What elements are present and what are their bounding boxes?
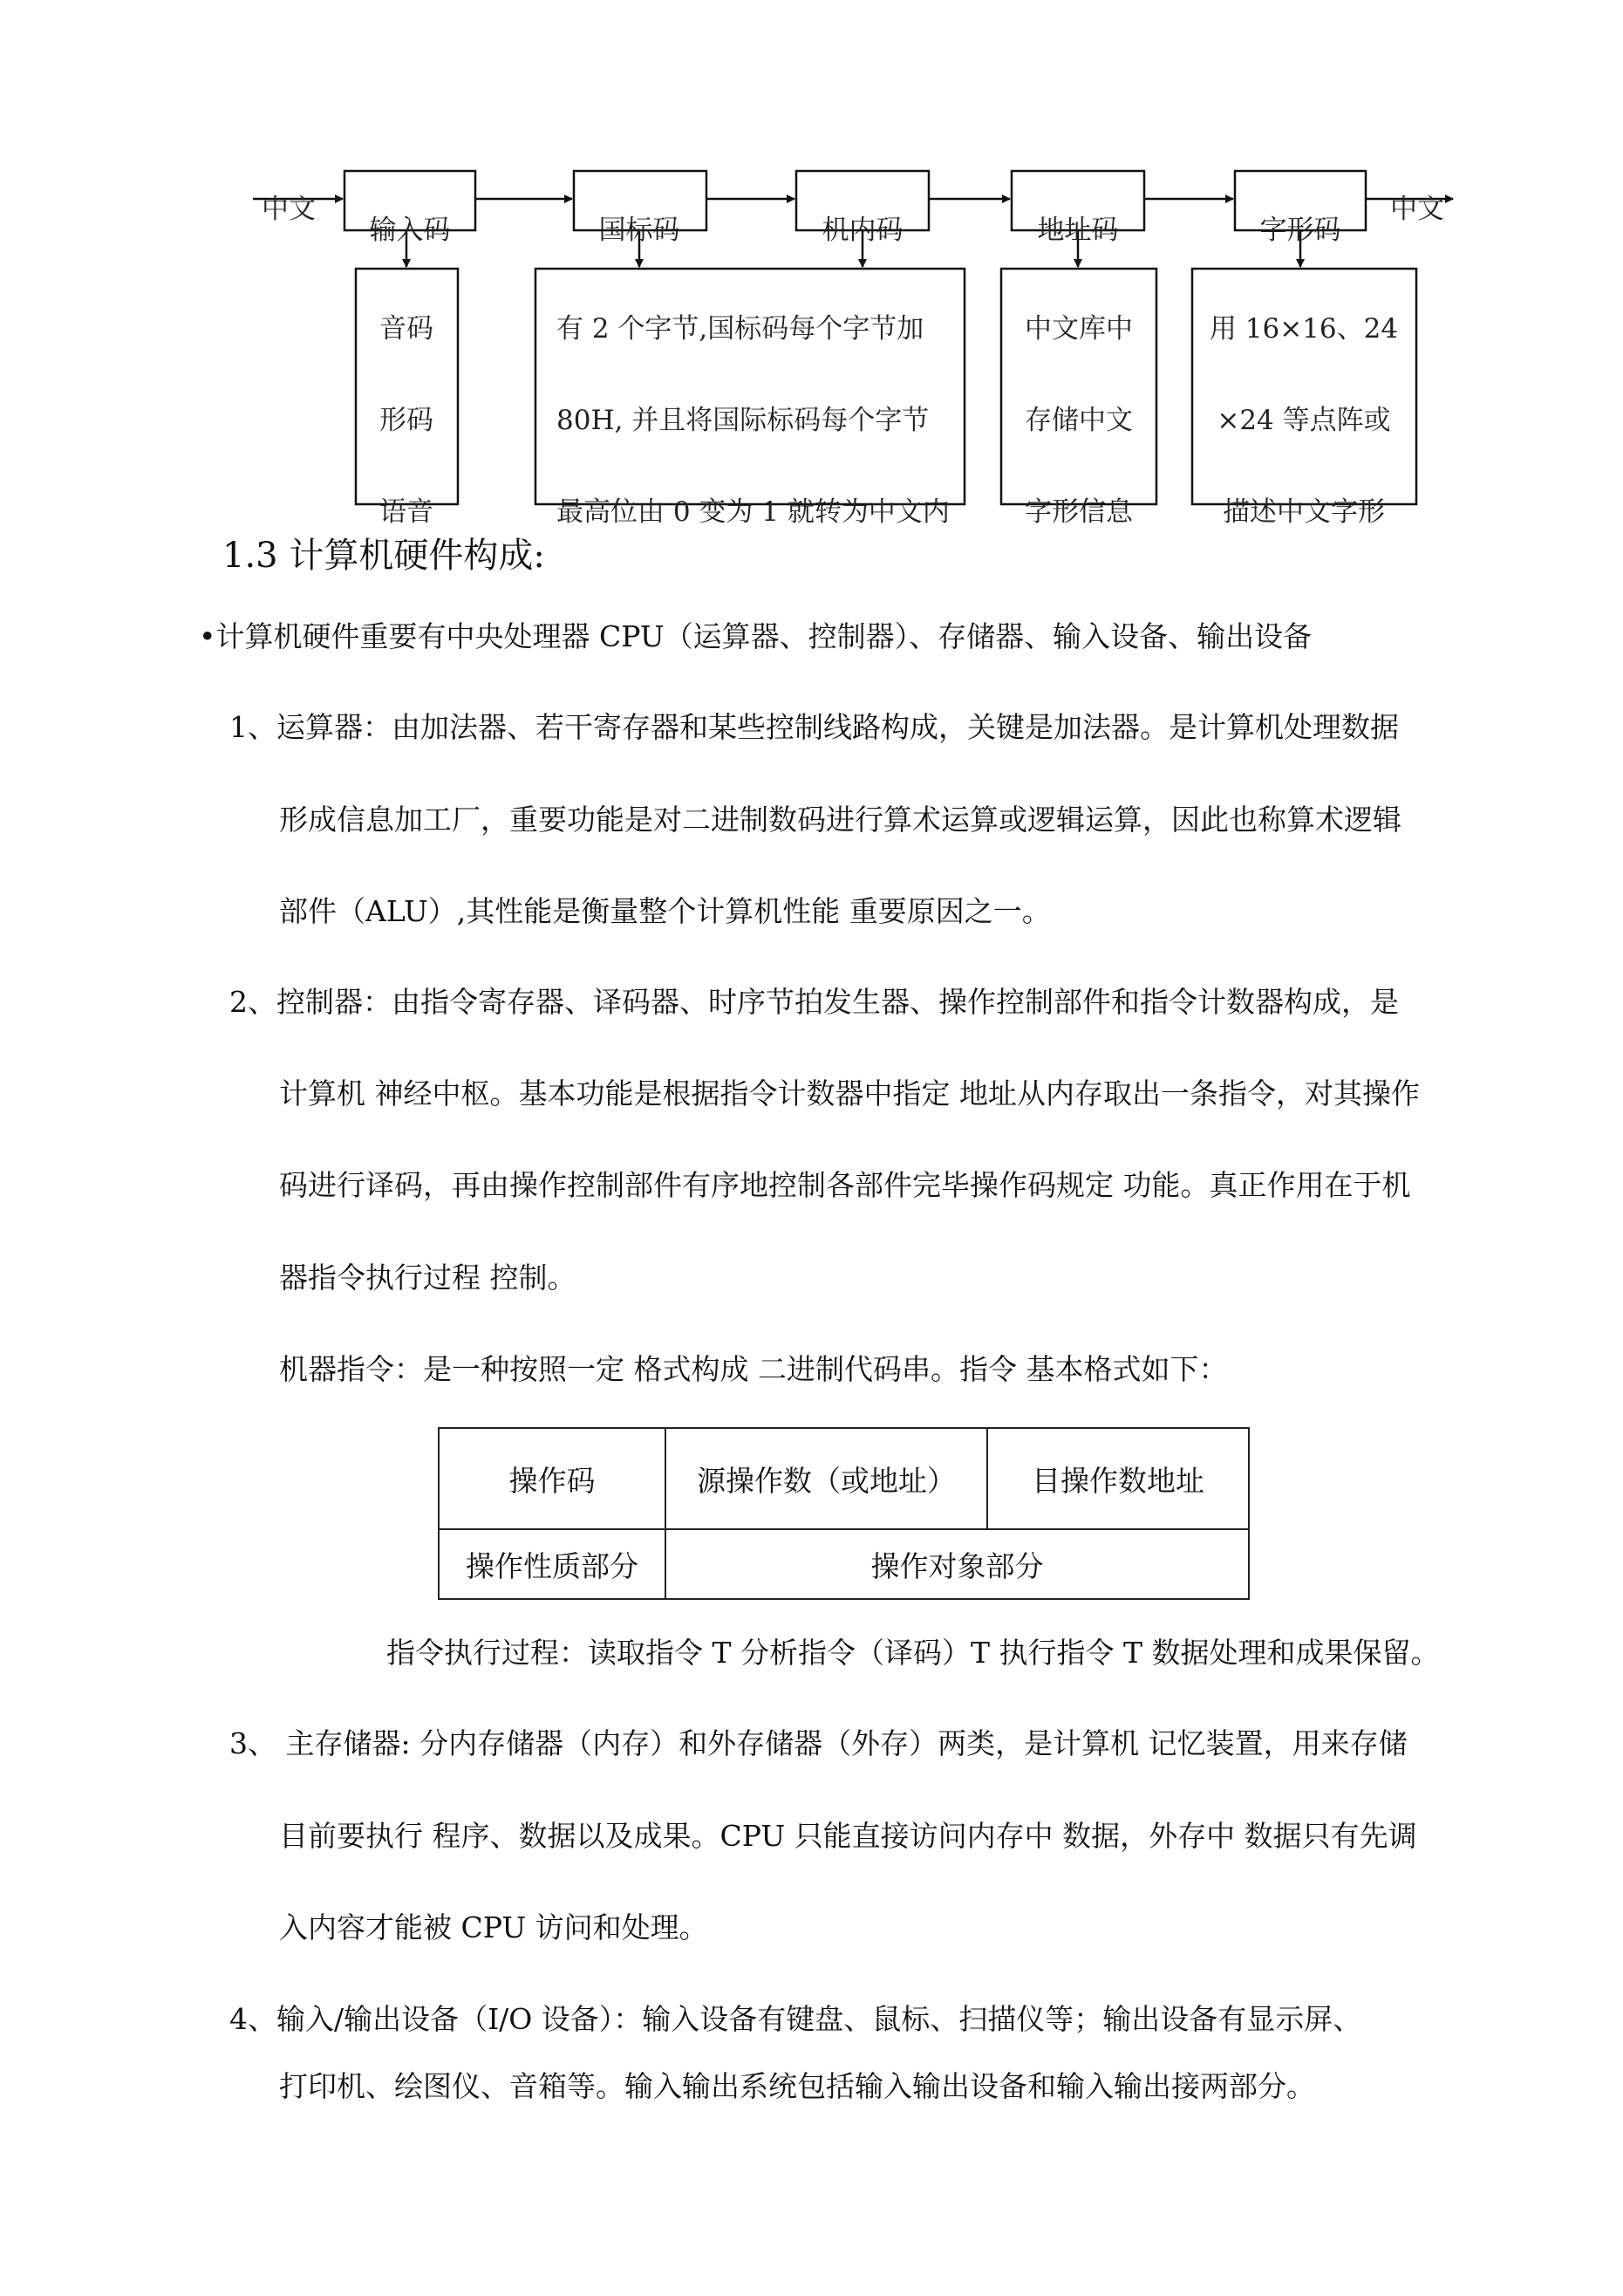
table-cell-operand-part: 操作对象部分 bbox=[665, 1529, 1249, 1599]
mem-line-3: 入内容才能被 CPU 访问和处理。 bbox=[279, 1910, 708, 1944]
detail-text-0-1: 形码 bbox=[379, 405, 433, 436]
alu-line-1: 1、运算器：由加法器、若干寄存器和某些控制线路构成，关键是加法器。是计算机处理数据 bbox=[229, 710, 1399, 744]
io-line-1: 4、输入/输出设备（I/O 设备）：输入设备有键盘、鼠标、扫描仪等；输出设备有显示屏、 bbox=[229, 2002, 1362, 2036]
stage-label-address-code: 地址码 bbox=[1037, 215, 1119, 246]
mem-line-1: 3、 主存储器: 分内存储器（内存）和外存储器（外存）两类，是计算机 记忆装置，用来存储 bbox=[229, 1726, 1408, 1760]
detail-text-1-1: 80H, 并且将国际标码每个字节 bbox=[556, 405, 930, 436]
detail-text-1-0: 有 2 个字节,国标码每个字节加 bbox=[556, 313, 924, 345]
diagram-right-label: 中文 bbox=[1390, 194, 1444, 225]
table-cell-dest-operand: 目操作数地址 bbox=[987, 1428, 1249, 1529]
diagram-left-label: 中文 bbox=[262, 194, 316, 225]
detail-text-2-0: 中文库中 bbox=[1025, 313, 1133, 345]
detail-text-0-2: 语音 bbox=[379, 496, 433, 528]
exec-process-line: 指令执行过程：读取指令 T 分析指令（译码）T 执行指令 T 数据处理和成果保留。 bbox=[386, 1636, 1440, 1670]
section-title: 1.3 计算机硬件构成: bbox=[222, 536, 545, 576]
detail-text-0-0: 音码 bbox=[379, 313, 433, 345]
encoding-flow-diagram bbox=[0, 0, 1623, 558]
ctrl-line-3: 码进行译码，再由操作控制部件有序地控制各部件完毕操作码规定 功能。真正作用在于机 bbox=[279, 1168, 1411, 1202]
table-cell-source-operand: 源操作数（或地址） bbox=[665, 1428, 987, 1529]
instruction-format-table bbox=[438, 1427, 1250, 1600]
ctrl-line-2: 计算机 神经中枢。基本功能是根据指令计数器中指定 地址从内存取出一条指令，对其操作 bbox=[279, 1076, 1420, 1110]
alu-line-2: 形成信息加工厂，重要功能是对二进制数码进行算术运算或逻辑运算，因此也称算术逻辑 bbox=[279, 803, 1401, 837]
stage-label-input-code: 输入码 bbox=[369, 215, 451, 246]
ctrl-line-1: 2、控制器：由指令寄存器、译码器、时序节拍发生器、操作控制部件和指令计数器构成，是 bbox=[229, 985, 1399, 1019]
detail-box-input-code bbox=[356, 269, 458, 504]
stage-label-gb-code: 国标码 bbox=[598, 215, 680, 246]
detail-text-3-1: ×24 等点阵或 bbox=[1217, 405, 1391, 436]
stage-label-glyph-code: 字形码 bbox=[1259, 215, 1341, 246]
detail-box-gb-code bbox=[535, 269, 965, 504]
table-cell-operation-part: 操作性质部分 bbox=[439, 1529, 665, 1599]
detail-text-1-2: 最高位由 0 变为 1 就转为中文内 bbox=[556, 496, 950, 528]
detail-text-3-2: 描述中文字形 bbox=[1223, 496, 1385, 528]
table-cell-opcode: 操作码 bbox=[439, 1428, 665, 1529]
detail-box-address-code bbox=[1001, 269, 1156, 504]
machine-instr-line: 机器指令：是一种按照一定 格式构成 二进制代码串。指令 基本格式如下： bbox=[279, 1352, 1228, 1386]
detail-text-2-1: 存储中文 bbox=[1025, 405, 1133, 436]
detail-box-glyph-code bbox=[1192, 269, 1416, 504]
stage-label-internal-code: 机内码 bbox=[822, 215, 904, 246]
intro-line: •计算机硬件重要有中央处理器 CPU（运算器、控制器）、存储器、输入设备、输出设备 bbox=[199, 619, 1313, 653]
ctrl-line-4: 器指令执行过程 控制。 bbox=[279, 1261, 576, 1295]
alu-line-3: 部件（ALU）,其性能是衡量整个计算机性能 重要原因之一。 bbox=[279, 894, 1051, 928]
io-line-2: 打印机、绘图仪、音箱等。输入输出系统包括输入输出设备和输入输出接两部分。 bbox=[279, 2069, 1315, 2103]
detail-text-3-0: 用 16×16、24 bbox=[1209, 313, 1399, 345]
detail-text-2-2: 字形信息 bbox=[1025, 496, 1133, 528]
mem-line-2: 目前要执行 程序、数据以及成果。CPU 只能直接访问内存中 数据，外存中 数据只有先调 bbox=[279, 1819, 1417, 1853]
